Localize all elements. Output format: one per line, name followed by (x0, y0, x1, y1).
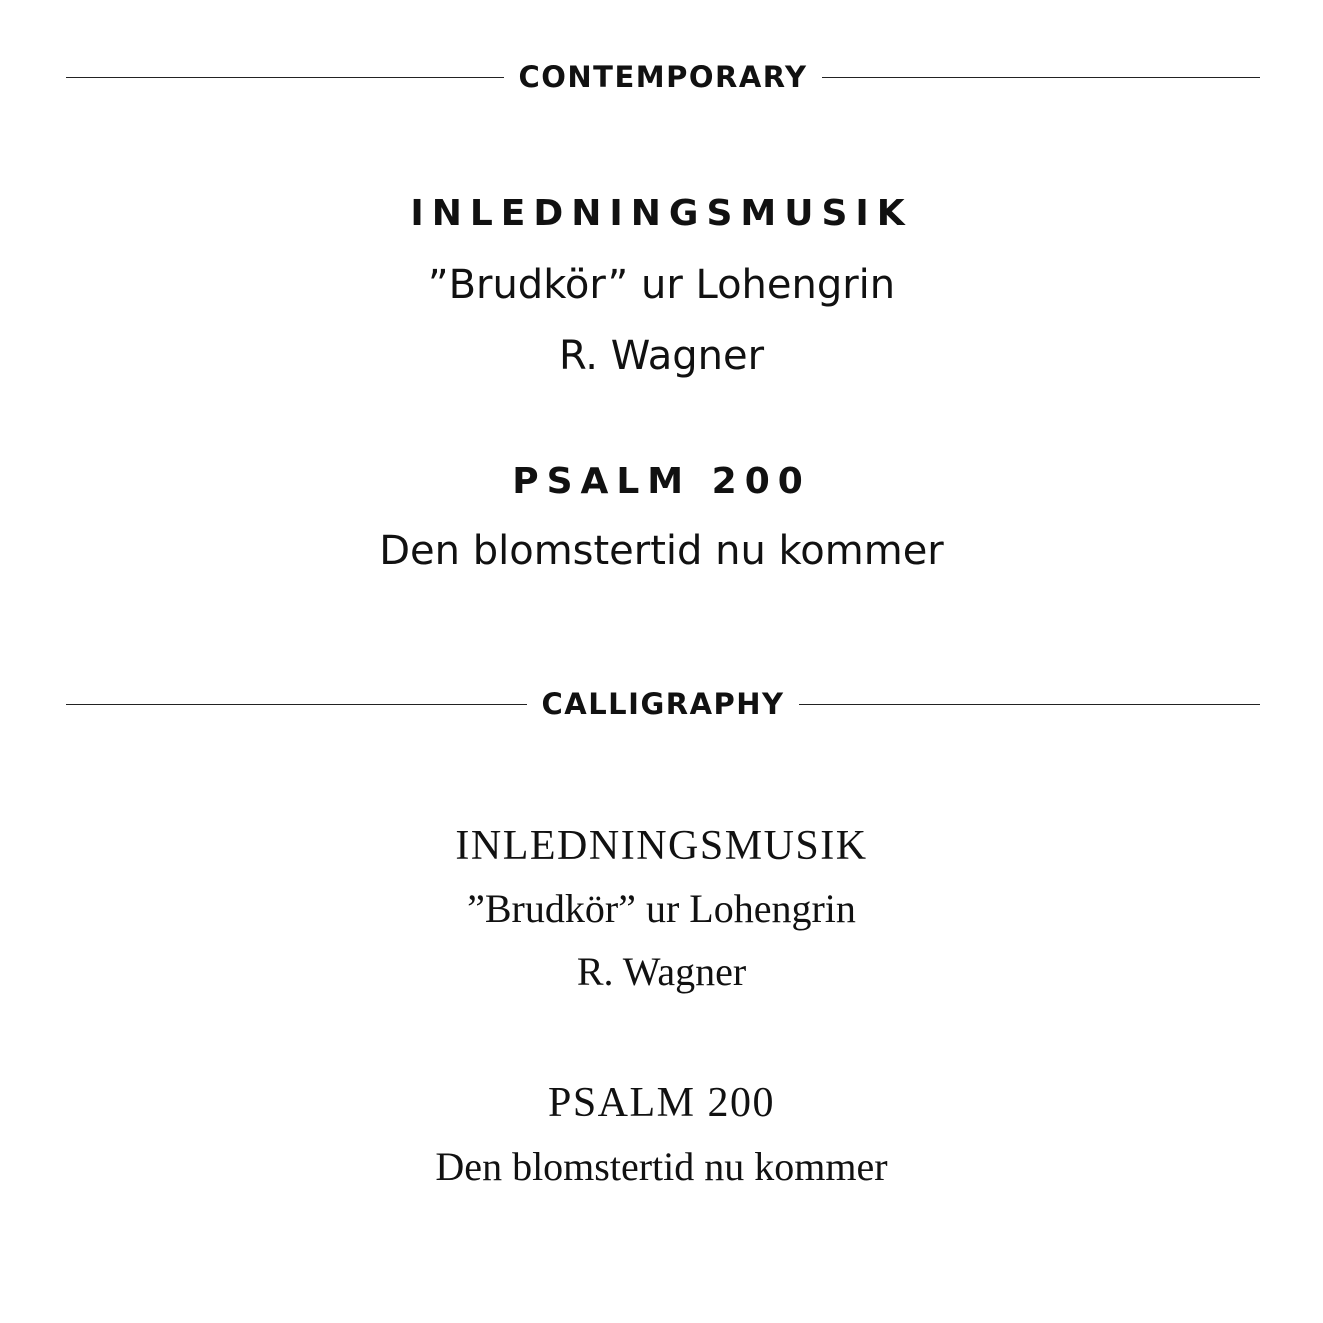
section-header-calligraphy (66, 684, 1260, 724)
contemporary-piece1-composer: R. Wagner (558, 333, 765, 379)
contemporary-piece2-title: PSALM 200 (512, 461, 811, 502)
section-label: CALLIGRAPHY (541, 687, 785, 721)
calligraphy-piece1-composer: R. Wagner (576, 949, 747, 994)
contemporary-piece1-title: INLEDNINGSMUSIK (410, 193, 913, 234)
contemporary-piece1-work: ”Brudkör” ur Lohengrin (427, 262, 896, 308)
section-label: CONTEMPORARY (518, 60, 808, 94)
divider-line-right (799, 704, 1260, 705)
divider-line-left (66, 77, 504, 78)
divider-line-left (66, 704, 527, 705)
calligraphy-piece2-title: PSALM 200 (547, 1080, 776, 1126)
section-header-contemporary (66, 57, 1260, 97)
calligraphy-piece1-work: ”Brudkör” ur Lohengrin (467, 886, 856, 931)
calligraphy-piece2-work: Den blomstertid nu kommer (435, 1144, 888, 1189)
contemporary-piece2-work: Den blomstertid nu kommer (379, 528, 944, 574)
calligraphy-piece1-title: INLEDNINGSMUSIK (455, 823, 868, 869)
divider-line-right (822, 77, 1260, 78)
